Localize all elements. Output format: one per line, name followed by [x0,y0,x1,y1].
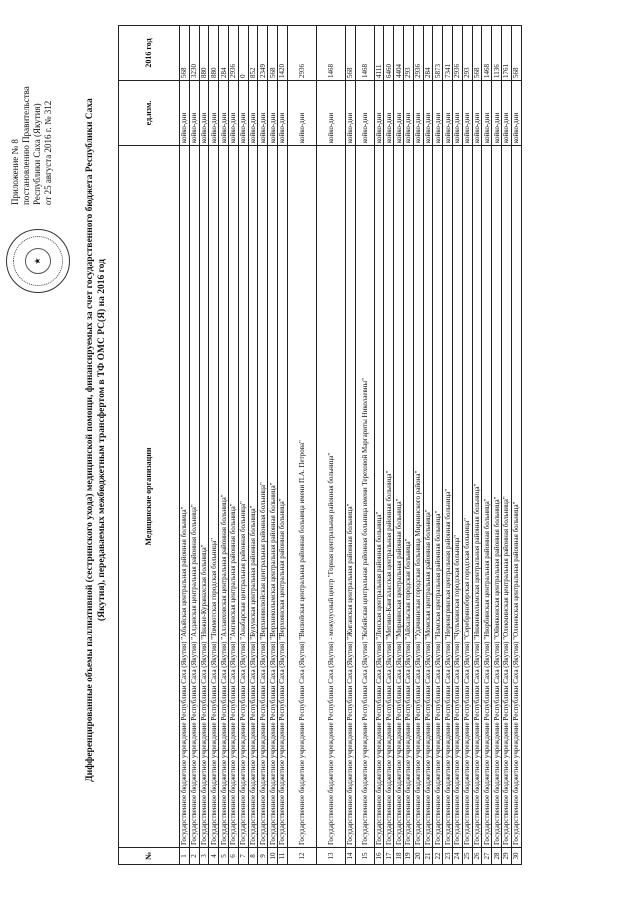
appendix-note [10,45,54,205]
table-row [452,26,462,865]
row-number: 26 [472,848,482,865]
table-row [492,26,502,865]
row-unit: койко-дни [501,81,511,146]
row-value: 2936 [413,26,423,81]
appendix-line-4: от 25 августа 2016 г. № 312 [43,100,53,205]
row-unit: койко-дни [355,81,374,146]
row-number: 9 [258,848,268,865]
table-row [511,26,521,865]
row-value: 568 [511,26,521,81]
row-organization-name: Государственное бюджетное учреждение Республики Саха (Якутия) "Амгинская центральная районная больница" [228,146,238,848]
row-organization-name: Государственное бюджетное учреждение Республики Саха (Якутия) "Аллаиховская центральная районная больница" [219,146,229,848]
row-organization-name: Государственное бюджетное учреждение Республики Саха (Якутия) "Вилюйская центральная районная больница имени П.А. Петрова" [287,146,316,848]
row-organization-name: Государственное бюджетное учреждение Республики Саха (Якутия) "Айхальская городская больница" [403,146,413,848]
row-number: 15 [355,848,374,865]
appendix-line-1: Приложение № 8 [10,139,20,205]
row-unit: койко-дни [433,81,443,146]
row-number: 10 [268,848,278,865]
row-value: 568 [472,26,482,81]
row-value: 1468 [482,26,492,81]
row-number: 8 [248,848,258,865]
row-value: 2936 [452,26,462,81]
row-organization-name: Государственное бюджетное учреждение Республики Саха (Якутия) "Жиганская центральная районная больница" [345,146,355,848]
table-row [472,26,482,865]
row-organization-name: Государственное бюджетное учреждение Республики Саха (Якутия) "Момская центральная районная больница" [423,146,433,848]
row-value: 0 [238,26,248,81]
row-organization-name: Государственное бюджетное учреждение Республики Саха (Якутия) "Алданская центральная районная больница" [189,146,199,848]
row-value: 2349 [258,26,268,81]
row-value: 3230 [189,26,199,81]
row-value: 2936 [228,26,238,81]
document-title [84,35,108,845]
official-seal-icon: ★ [6,229,70,293]
row-number: 2 [189,848,199,865]
table-row [287,26,316,865]
row-number: 12 [287,848,316,865]
row-organization-name: Государственное бюджетное учреждение Республики Саха (Якутия) "Булунская центральная районная больница" [248,146,258,848]
row-unit: койко-дни [268,81,278,146]
row-unit: койко-дни [394,81,404,146]
row-unit: койко-дни [189,81,199,146]
table-row [443,26,453,865]
row-number: 24 [452,848,462,865]
row-unit: койко-дни [345,81,355,146]
row-number: 28 [492,848,502,865]
row-organization-name: Государственное бюджетное учреждение Республики Саха (Якутия) "Нюрбинская центральная районная больница" [482,146,492,848]
row-organization-name: Государственное бюджетное учреждение Республики Саха (Якутия) "Ленская центральная районная больница" [374,146,384,848]
row-unit: койко-дни [277,81,287,146]
table-header-row [119,26,180,865]
row-number: 1 [180,848,190,865]
row-value: 1420 [277,26,287,81]
row-organization-name: Государственное бюджетное учреждение Республики Саха (Якутия) "Оленекская центральная районная больница" [511,146,521,848]
row-unit: койко-дни [482,81,492,146]
row-unit: койко-дни [219,81,229,146]
row-value: 4404 [394,26,404,81]
row-organization-name: Государственное бюджетное учреждение Республики Саха (Якутия) "Намская центральная районная больница" [433,146,443,848]
row-unit: койко-дни [258,81,268,146]
header-num: № [119,848,180,865]
table-row [219,26,229,865]
table-row [199,26,209,865]
document-title-line-2: (Якутия), передаваемых межбюджетным трансфертом в ТФ ОМС РС(Я) на 2016 год [97,259,107,621]
table-row [268,26,278,865]
row-organization-name: Государственное бюджетное учреждение Республики Саха (Якутия) "Серебряноборская городская больница" [462,146,472,848]
table-row [228,26,238,865]
row-number: 6 [228,848,238,865]
row-value: 880 [199,26,209,81]
row-value: 293 [403,26,413,81]
row-unit: койко-дни [423,81,433,146]
row-organization-name: Государственное бюджетное учреждение Республики Саха (Якутия) "Нижне-Куранахская больница" [199,146,209,848]
row-number: 22 [433,848,443,865]
row-unit: койко-дни [228,81,238,146]
row-unit: койко-дни [180,81,190,146]
row-unit: койко-дни [443,81,453,146]
row-organization-name: Государственное бюджетное учреждение Республики Саха (Якутия) "Мегино-Кангаласская центральная районная больница" [384,146,394,848]
row-organization-name: Государственное бюджетное учреждение Республики Саха (Якутия) "Верхоянская центральная районная больница" [277,146,287,848]
table-row [384,26,394,865]
row-organization-name: Государственное бюджетное учреждение Республики Саха (Якутия) "Томмотская городская больница" [209,146,219,848]
row-organization-name: Государственное бюджетное учреждение Республики Саха (Якутия) "Абыйская центральная районная больница" [180,146,190,848]
row-organization-name: Государственное бюджетное учреждение Республики Саха (Якутия) "Анабарская центральная районная больница" [238,146,248,848]
row-number: 4 [209,848,219,865]
table-row [355,26,374,865]
row-value: 5873 [433,26,443,81]
header-unit: ед.изм. [119,81,180,146]
row-value: 568 [180,26,190,81]
row-value: 1468 [316,26,345,81]
row-number: 14 [345,848,355,865]
row-number: 20 [413,848,423,865]
table-row [180,26,190,865]
row-number: 21 [423,848,433,865]
table-row [374,26,384,865]
table-row [482,26,492,865]
row-organization-name: Государственное бюджетное учреждение Республики Саха (Якутия) "Нерюнгринская центральная районная больница" [443,146,453,848]
table-row [345,26,355,865]
row-number: 5 [219,848,229,865]
table-row [433,26,443,865]
row-unit: койко-дни [384,81,394,146]
organizations-table [118,25,522,865]
row-unit: койко-дни [238,81,248,146]
row-organization-name: Государственное бюджетное учреждение Республики Саха (Якутия) "Олекминская центральная районная больница" [501,146,511,848]
row-value: 1136 [492,26,502,81]
row-number: 13 [316,848,345,865]
document-title-line-1: Дифференцированные объемы паллиативной (сестринского ухода) медицинской помощи, финансируемых за счет государственного бюджета Республики Саха [85,98,95,782]
table-body [180,26,522,865]
row-organization-name: Государственное бюджетное учреждение Республики Саха (Якутия) "Чульманская городская больница" [452,146,462,848]
row-organization-name: Государственное бюджетное учреждение Республики Саха (Якутия) - межулусный центр "Горная центральная районная больница" [316,146,345,848]
header-name: Медицинские организации [119,146,180,848]
row-number: 7 [238,848,248,865]
row-value: 568 [268,26,278,81]
row-unit: койко-дни [413,81,423,146]
table-row [316,26,345,865]
table-row [462,26,472,865]
row-value: 2936 [287,26,316,81]
row-unit: койко-дни [452,81,462,146]
table-row [423,26,433,865]
row-unit: койко-дни [316,81,345,146]
row-organization-name: Государственное бюджетное учреждение Республики Саха (Якутия) "Мирнинская центральная районная больница" [394,146,404,848]
row-value: 852 [248,26,258,81]
row-number: 29 [501,848,511,865]
row-unit: койко-дни [472,81,482,146]
table-row [238,26,248,865]
appendix-line-3: Республики Саха (Якутия) [32,103,42,205]
row-unit: койко-дни [199,81,209,146]
table-row [248,26,258,865]
row-unit: койко-дни [511,81,521,146]
row-organization-name: Государственное бюджетное учреждение Республики Саха (Якутия) "Кобяйская центральная районная больница имени Тереховой Маргариты Николаевны" [355,146,374,848]
row-value: 284 [423,26,433,81]
table-row [189,26,199,865]
table-row [277,26,287,865]
row-unit: койко-дни [374,81,384,146]
row-number: 27 [482,848,492,865]
row-value: 7341 [443,26,453,81]
row-number: 30 [511,848,521,865]
row-organization-name: Государственное бюджетное учреждение Республики Саха (Якутия) "Верхневилюйская центральная районная больница" [258,146,268,848]
row-value: 4111 [374,26,384,81]
row-number: 3 [199,848,209,865]
row-value: 1468 [355,26,374,81]
row-value: 568 [345,26,355,81]
row-organization-name: Государственное бюджетное учреждение Республики Саха (Якутия) "Нижнеколымская центральная районная больница" [472,146,482,848]
row-number: 19 [403,848,413,865]
table-row [403,26,413,865]
row-value: 1761 [501,26,511,81]
row-unit: койко-дни [287,81,316,146]
row-number: 18 [394,848,404,865]
row-number: 11 [277,848,287,865]
row-unit: койко-дни [403,81,413,146]
header-value: 2016 год [119,26,180,81]
row-number: 16 [374,848,384,865]
table-row [209,26,219,865]
row-value: 284 [219,26,229,81]
appendix-line-2: постановлению Правительства [21,86,31,205]
row-number: 25 [462,848,472,865]
row-value: 293 [462,26,472,81]
row-unit: койко-дни [248,81,258,146]
row-value: 880 [209,26,219,81]
row-unit: койко-дни [492,81,502,146]
table-row [501,26,511,865]
row-value: 6460 [384,26,394,81]
row-unit: койко-дни [209,81,219,146]
row-organization-name: Государственное бюджетное учреждение Республики Саха (Якутия) "Удачнинская городская больница Мирнинского района" [413,146,423,848]
row-organization-name: Государственное бюджетное учреждение Республики Саха (Якутия) "Оймяконская центральная районная больница" [492,146,502,848]
row-organization-name: Государственное бюджетное учреждение Республики Саха (Якутия) "Верхнеколымская центральная районная больница" [268,146,278,848]
row-number: 23 [443,848,453,865]
table-row [413,26,423,865]
table-row [258,26,268,865]
row-unit: койко-дни [462,81,472,146]
row-number: 17 [384,848,394,865]
table-row [394,26,404,865]
